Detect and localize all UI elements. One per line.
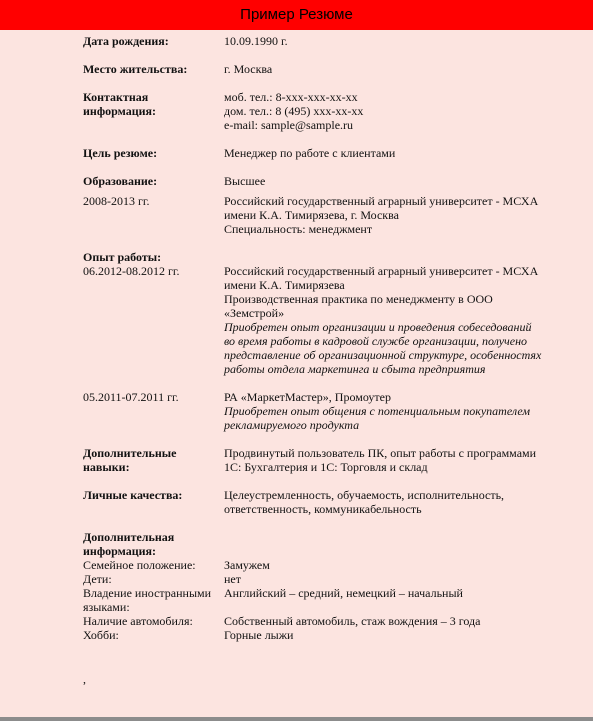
children-label: Дети: (83, 572, 112, 586)
residence-row (83, 62, 553, 76)
job-note: представление об организационной структуре, особенностях (224, 348, 542, 362)
birth-value: 10.09.1990 г. (224, 34, 288, 48)
skills-line: Продвинутый пользователь ПК, опыт работы с программами (224, 446, 537, 460)
page-header (0, 0, 593, 30)
languages-row (83, 586, 553, 614)
page-title: Пример Резюме (240, 6, 353, 23)
car-label: Наличие автомобиля: (83, 614, 193, 628)
job-line: РА «МаркетМастер», Промоутер (224, 390, 391, 404)
residence-label: Место жительства: (83, 62, 188, 76)
skills-label-line: навыки: (83, 460, 130, 474)
qualities-line: Целеустремленность, обучаемость, исполнительность, (224, 488, 505, 502)
job-note: рекламируемого продукта (224, 418, 360, 432)
birth-row (83, 34, 553, 48)
qualities-row (83, 488, 553, 516)
job-entry (83, 390, 553, 432)
qualities-line: ответственность, коммуникабельность (224, 502, 422, 516)
family-row (83, 558, 553, 572)
contact-email: e-mail: sample@sample.ru (224, 118, 354, 132)
extra-info-label-line: информация: (83, 544, 157, 558)
resume-body (83, 34, 553, 686)
job-note: работы отдела маркетинга и сбыта предприятия (224, 362, 486, 376)
job-line: «Земстрой» (224, 306, 285, 320)
extra-info-label (83, 530, 553, 558)
contact-label (83, 90, 224, 118)
contact-value (224, 90, 553, 132)
languages-label (83, 586, 224, 614)
contact-label-line: информация: (83, 104, 157, 118)
footer-mark: , (83, 672, 86, 686)
education-period: 2008-2013 гг. (83, 194, 150, 208)
extra-info-label-line: Дополнительная (83, 530, 175, 544)
skills-value (224, 446, 553, 474)
job-note: во время работы в кадровой службе организации, получено (224, 334, 528, 348)
education-label: Образование: (83, 174, 158, 188)
hobby-value: Горные лыжи (224, 628, 294, 642)
job-details (224, 390, 553, 432)
residence-value: г. Москва (224, 62, 273, 76)
contact-home: дом. тел.: 8 (495) xxx-xx-xx (224, 104, 364, 118)
family-label: Семейное положение: (83, 558, 196, 572)
contact-label-line: Контактная (83, 90, 149, 104)
job-note: Приобретен опыт общения с потенциальным покупателем (224, 404, 531, 418)
goal-value: Менеджер по работе с клиентами (224, 146, 396, 160)
languages-value: Английский – средний, немецкий – начальный (224, 586, 463, 600)
education-value: Высшее (224, 174, 266, 188)
children-row (83, 572, 553, 586)
education-line: Специальность: менеджмент (224, 222, 373, 236)
languages-label-line: языками: (83, 600, 130, 614)
birth-label: Дата рождения: (83, 34, 169, 48)
education-line: Российский государственный аграрный университет - МСХА (224, 194, 539, 208)
job-details (224, 264, 553, 376)
hobby-row (83, 628, 553, 642)
qualities-label: Личные качества: (83, 488, 183, 502)
experience-label: Опыт работы: (83, 250, 162, 264)
job-note: Приобретен опыт организации и проведения собеседований (224, 320, 532, 334)
contact-row (83, 90, 553, 132)
car-value: Собственный автомобиль, стаж вождения – 3 года (224, 614, 481, 628)
bottom-divider (0, 717, 593, 721)
goal-row (83, 146, 553, 160)
education-row (83, 174, 553, 188)
car-row (83, 614, 553, 628)
job-line: Российский государственный аграрный университет - МСХА (224, 264, 539, 278)
job-line: имени К.А. Тимирязева (224, 278, 345, 292)
family-value: Замужем (224, 558, 270, 572)
skills-line: 1С: Бухгалтерия и 1С: Торговля и склад (224, 460, 428, 474)
languages-label-line: Владение иностранными (83, 586, 212, 600)
job-entry (83, 264, 553, 376)
job-period: 05.2011-07.2011 гг. (83, 390, 179, 404)
children-value: нет (224, 572, 241, 586)
education-details (224, 194, 553, 236)
education-entry (83, 194, 553, 236)
education-line: имени К.А. Тимирязева, г. Москва (224, 208, 399, 222)
skills-label-line: Дополнительные (83, 446, 177, 460)
contact-mobile: моб. тел.: 8-xxx-xxx-xx-xx (224, 90, 358, 104)
job-line: Производственная практика по менеджменту в ООО (224, 292, 493, 306)
qualities-value (224, 488, 553, 516)
goal-label: Цель резюме: (83, 146, 158, 160)
skills-label (83, 446, 224, 474)
hobby-label: Хобби: (83, 628, 119, 642)
skills-row (83, 446, 553, 474)
job-period: 06.2012-08.2012 гг. (83, 264, 180, 278)
